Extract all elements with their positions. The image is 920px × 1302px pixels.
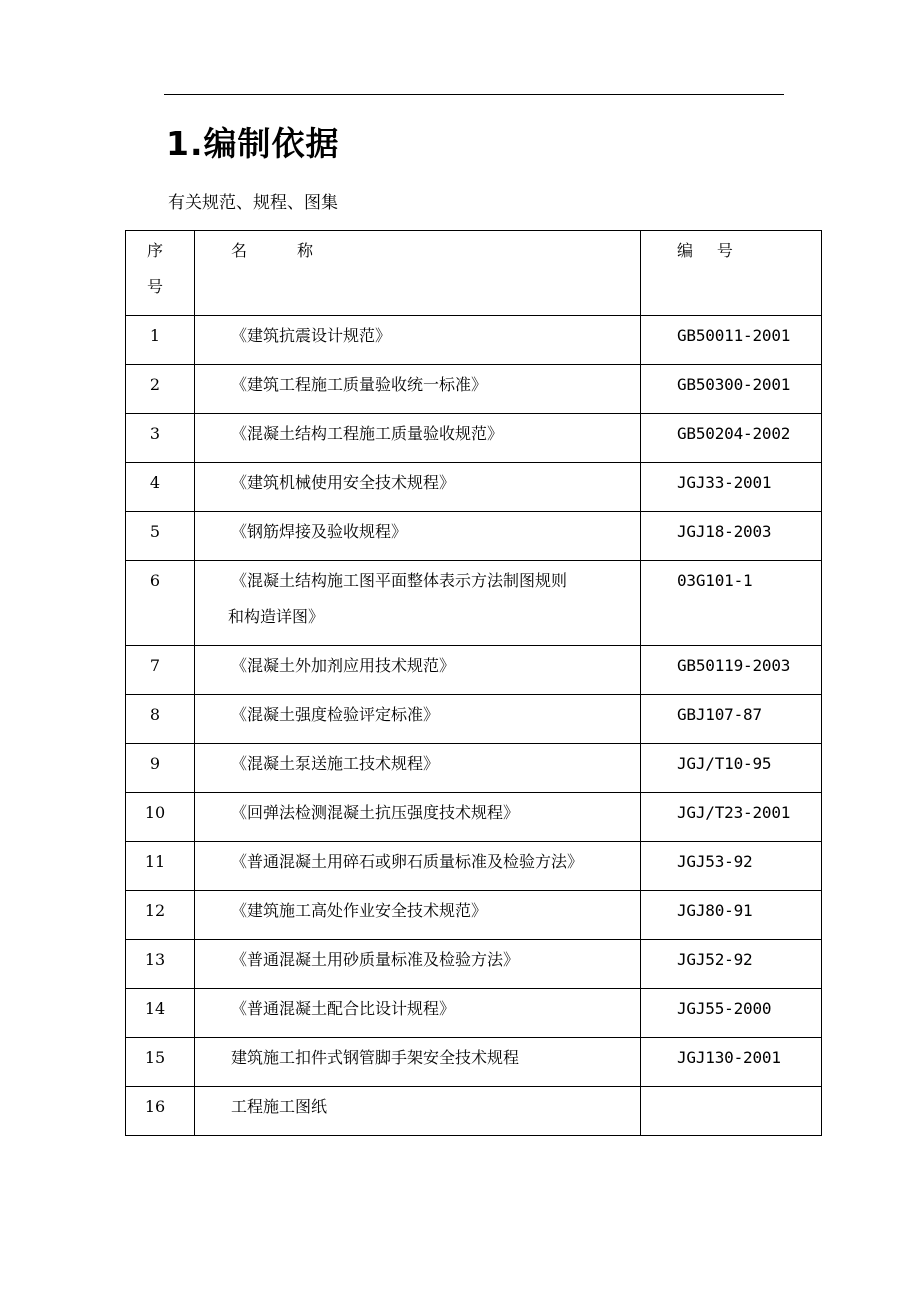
row-name: 《混凝土外加剂应用技术规范》: [195, 646, 641, 695]
table-row: [126, 512, 822, 561]
header-no: [126, 231, 195, 316]
row-name: 建筑施工扣件式钢管脚手架安全技术规程: [195, 1038, 641, 1087]
row-code: GB50119-2003: [641, 646, 822, 695]
row-no: 11: [126, 842, 195, 891]
row-no: 6: [126, 561, 195, 646]
row-code: GB50011-2001: [641, 316, 822, 365]
header-name: [195, 231, 641, 316]
row-name: 《钢筋焊接及验收规程》: [195, 512, 641, 561]
row-code: JGJ80-91: [641, 891, 822, 940]
row-code: GB50300-2001: [641, 365, 822, 414]
table-row: [126, 744, 822, 793]
row-code: JGJ53-92: [641, 842, 822, 891]
table-row: [126, 1087, 822, 1136]
row-no: 1: [126, 316, 195, 365]
row-code: JGJ33-2001: [641, 463, 822, 512]
row-name: 《混凝土泵送施工技术规程》: [195, 744, 641, 793]
row-no: 10: [126, 793, 195, 842]
row-name: 《混凝土强度检验评定标准》: [195, 695, 641, 744]
row-no: 16: [126, 1087, 195, 1136]
header-no-line1: 序: [146, 241, 163, 260]
table-row: [126, 891, 822, 940]
section-subtitle: 有关规范、规程、图集: [168, 193, 338, 213]
row-name: 工程施工图纸: [195, 1087, 641, 1136]
row-name: 《建筑抗震设计规范》: [195, 316, 641, 365]
row-name: [195, 561, 641, 646]
row-code: JGJ52-92: [641, 940, 822, 989]
row-code: JGJ/T10-95: [641, 744, 822, 793]
section-title: 1.编制依据: [166, 124, 340, 163]
table-row: [126, 646, 822, 695]
row-no: 14: [126, 989, 195, 1038]
row-code: [641, 1087, 822, 1136]
row-no: 15: [126, 1038, 195, 1087]
table-row: [126, 793, 822, 842]
row-code: JGJ18-2003: [641, 512, 822, 561]
table-row: [126, 842, 822, 891]
row-no: 13: [126, 940, 195, 989]
row-no: 5: [126, 512, 195, 561]
row-code: 03G101-1: [641, 561, 822, 646]
row-code: GBJ107-87: [641, 695, 822, 744]
row-no: 7: [126, 646, 195, 695]
standards-table: [125, 230, 822, 1136]
row-code: JGJ130-2001: [641, 1038, 822, 1087]
header-code: [641, 231, 822, 316]
row-no: 3: [126, 414, 195, 463]
row-no: 12: [126, 891, 195, 940]
header-rule: [164, 94, 784, 95]
row-name-line2: 和构造详图》: [228, 607, 325, 626]
row-no: 8: [126, 695, 195, 744]
row-no: 9: [126, 744, 195, 793]
row-name: 《回弹法检测混凝土抗压强度技术规程》: [195, 793, 641, 842]
row-name: 《建筑工程施工质量验收统一标准》: [195, 365, 641, 414]
row-name: 《普通混凝土用碎石或卵石质量标准及检验方法》: [195, 842, 641, 891]
table-row: [126, 316, 822, 365]
row-name: 《建筑施工高处作业安全技术规范》: [195, 891, 641, 940]
row-code: JGJ55-2000: [641, 989, 822, 1038]
table-header-row: [126, 231, 822, 316]
table-row: [126, 414, 822, 463]
table-row: [126, 695, 822, 744]
row-code: JGJ/T23-2001: [641, 793, 822, 842]
row-no: 4: [126, 463, 195, 512]
row-name: 《普通混凝土配合比设计规程》: [195, 989, 641, 1038]
header-name-part2: 称: [297, 241, 314, 260]
row-code: GB50204-2002: [641, 414, 822, 463]
table-row: [126, 463, 822, 512]
table-row: [126, 365, 822, 414]
header-code-part2: 号: [716, 241, 733, 260]
row-name: 《普通混凝土用砂质量标准及检验方法》: [195, 940, 641, 989]
header-no-line2: 号: [146, 277, 163, 296]
header-code-part1: 编: [677, 241, 693, 260]
table-row: [126, 1038, 822, 1087]
row-name-line1: 《混凝土结构施工图平面整体表示方法制图规则: [231, 571, 568, 590]
table-row: [126, 989, 822, 1038]
row-no: 2: [126, 365, 195, 414]
row-name: 《建筑机械使用安全技术规程》: [195, 463, 641, 512]
header-name-part1: 名: [231, 241, 248, 260]
table-row: [126, 561, 822, 646]
table-row: [126, 940, 822, 989]
row-name: 《混凝土结构工程施工质量验收规范》: [195, 414, 641, 463]
